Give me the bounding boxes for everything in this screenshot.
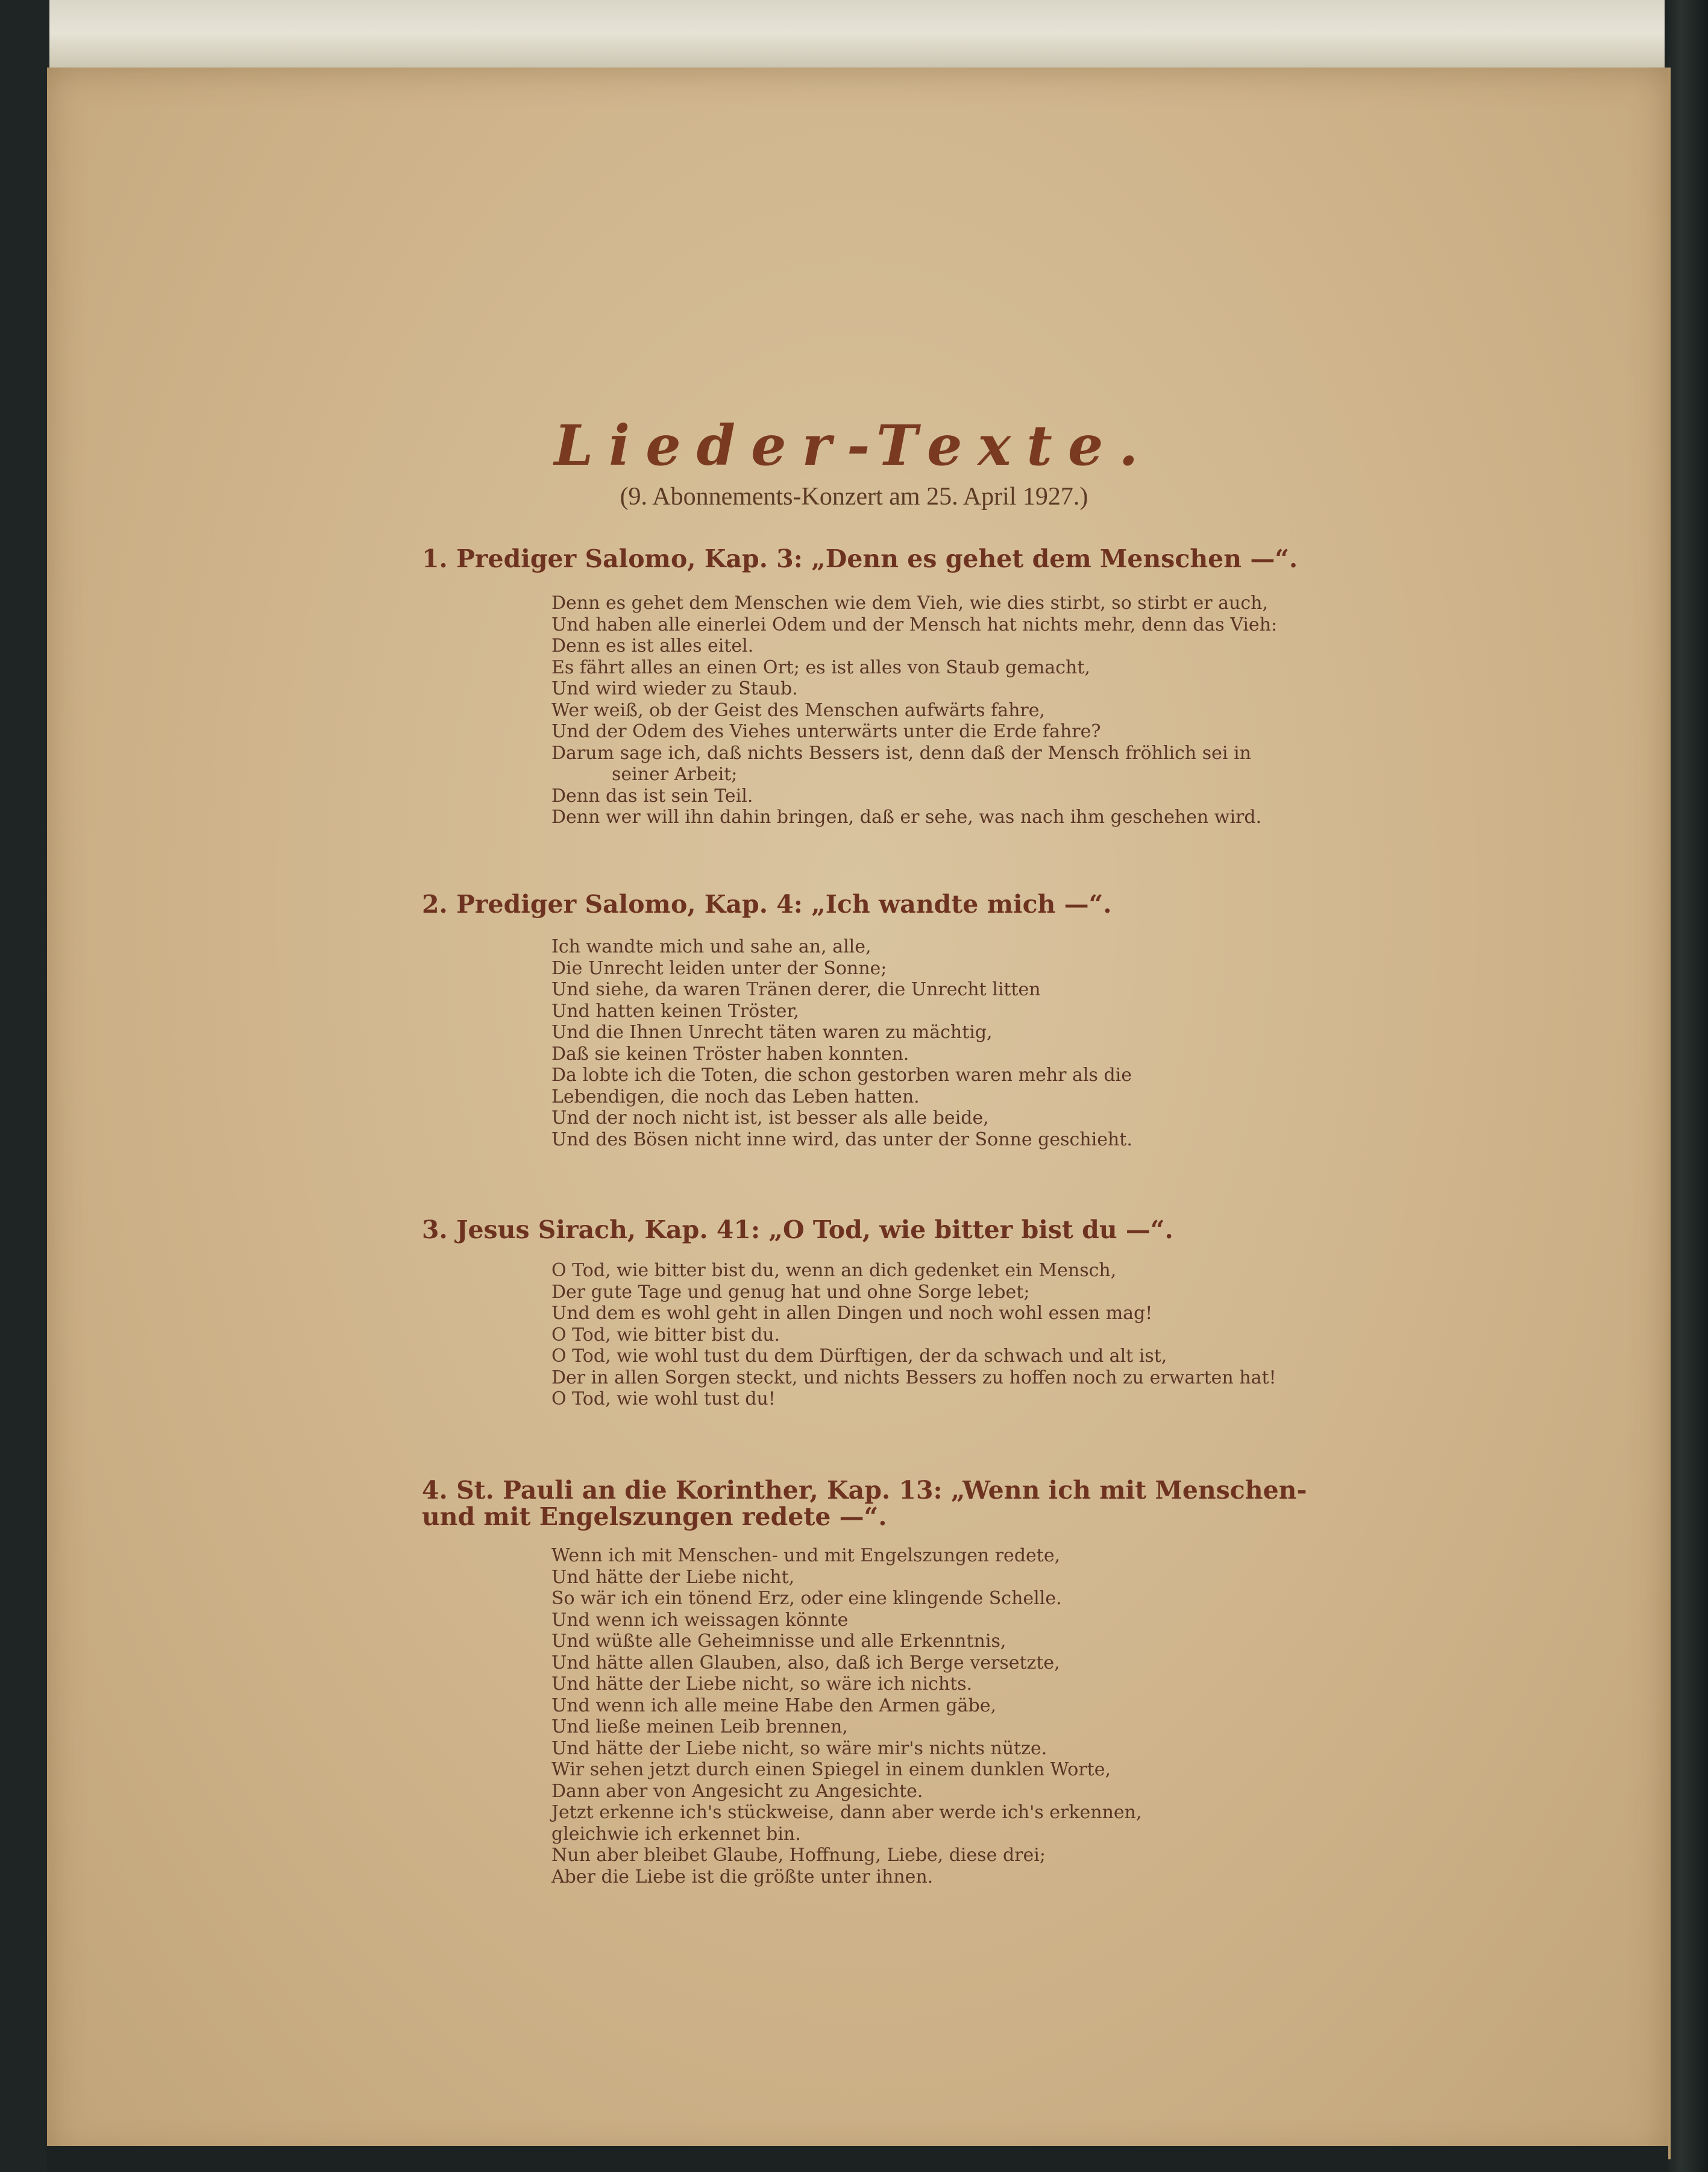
verse-line: Da lobte ich die Toten, die schon gestorben waren mehr als die (551, 1065, 1132, 1086)
section-verses-2 (551, 936, 1347, 1150)
verse-line: Ich wandte mich und sahe an, alle, (551, 936, 871, 957)
verse-line: O Tod, wie wohl tust du dem Dürftigen, der da schwach und alt ist, (551, 1346, 1167, 1367)
page-title: Lieder-Texte. (554, 413, 1154, 478)
verse-line: Lebendigen, die noch das Leben hatten. (551, 1086, 920, 1107)
verse-line: Und hätte der Liebe nicht, (551, 1566, 795, 1588)
section-verses-4 (551, 1545, 1347, 1887)
section-heading-1: 1. Prediger Salomo, Kap. 3: „Denn es gehet dem Menschen —“. (422, 544, 1298, 573)
verse-line: Und der noch nicht ist, ist besser als alle beide, (551, 1107, 989, 1128)
verse-line: Und wenn ich weissagen könnte (551, 1609, 849, 1631)
verse-line: So wär ich ein tönend Erz, oder eine klingende Schelle. (551, 1588, 1062, 1609)
binding-strip (49, 0, 1665, 73)
verse-line: Wir sehen jetzt durch einen Spiegel in einem dunklen Worte, (551, 1759, 1111, 1780)
verse-line: Und hätte der Liebe nicht, so wäre ich nichts. (551, 1673, 973, 1695)
verse-line: Und ließe meinen Leib brennen, (551, 1716, 848, 1737)
verse-line: Und siehe, da waren Tränen derer, die Unrecht litten (551, 979, 1041, 1000)
background-bottom (47, 2146, 1668, 2172)
verse-line: O Tod, wie bitter bist du, wenn an dich gedenket ein Mensch, (551, 1260, 1117, 1281)
verse-line: Dann aber von Angesicht zu Angesichte. (551, 1780, 923, 1802)
verse-line: Und haben alle einerlei Odem und der Mensch hat nichts mehr, denn das Vieh: (551, 614, 1278, 635)
verse-line: Wer weiß, ob der Geist des Menschen aufwärts fahre, (551, 699, 1046, 721)
verse-line: Der gute Tage und genug hat und ohne Sorge lebet; (551, 1281, 1030, 1303)
section-heading-2: 2. Prediger Salomo, Kap. 4: „Ich wandte mich —“. (422, 890, 1112, 919)
verse-line: Und dem es wohl geht in allen Dingen und noch wohl essen mag! (551, 1303, 1153, 1324)
verse-line: Und hätte der Liebe nicht, so wäre mir's nichts nütze. (551, 1737, 1047, 1759)
verse-line: Und hätte allen Glauben, also, daß ich Berge versetzte, (551, 1652, 1060, 1673)
verse-line: Darum sage ich, daß nichts Bessers ist, denn daß der Mensch fröhlich sei in (551, 742, 1251, 764)
verse-line: Der in allen Sorgen steckt, und nichts Bessers zu hoffen noch zu erwarten hat! (551, 1367, 1276, 1388)
verse-line: Denn es ist alles eitel. (551, 635, 754, 656)
verse-line: gleichwie ich erkennet bin. (551, 1823, 801, 1845)
section-heading-3: 3. Jesus Sirach, Kap. 41: „O Tod, wie bitter bist du —“. (422, 1215, 1173, 1244)
verse-line: Daß sie keinen Tröster haben konnten. (551, 1043, 909, 1065)
page-subtitle: (9. Abonnements-Konzert am 25. April 1927.) (620, 483, 1088, 511)
verse-line: Und des Bösen nicht inne wird, das unter der Sonne geschieht. (551, 1128, 1132, 1150)
verse-line: Nun aber bleibet Glaube, Hoffnung, Liebe, diese drei; (551, 1845, 1046, 1866)
section-verses-3 (551, 1260, 1347, 1410)
verse-line: Wenn ich mit Menschen- und mit Engelszungen redete, (551, 1545, 1061, 1566)
verse-line: seiner Arbeit; (612, 764, 738, 785)
section-heading-4: 4. St. Pauli an die Korinther, Kap. 13: „Wenn ich mit Menschen- und mit Engelszungen redete —“. (422, 1476, 1307, 1531)
verse-line: Aber die Liebe ist die größte unter ihnen. (551, 1866, 934, 1887)
verse-line: Denn wer will ihn dahin bringen, daß er sehe, was nach ihm geschehen wird. (551, 807, 1262, 828)
section-verses-1 (551, 593, 1347, 828)
verse-line: Denn es gehet dem Menschen wie dem Vieh, wie dies stirbt, so stirbt er auch, (551, 593, 1268, 614)
verse-line: Und wird wieder zu Staub. (551, 678, 798, 699)
verse-line: Und die Ihnen Unrecht täten waren zu mächtig, (551, 1022, 993, 1043)
verse-line: Und hatten keinen Tröster, (551, 1000, 799, 1022)
verse-line: O Tod, wie wohl tust du! (551, 1388, 776, 1409)
verse-line: Und wüßte alle Geheimnisse und alle Erkenntnis, (551, 1631, 1006, 1652)
verse-line: Und der Odem des Viehes unterwärts unter die Erde fahre? (551, 721, 1101, 742)
verse-line: Es fährt alles an einen Ort; es ist alles von Staub gemacht, (551, 656, 1090, 678)
verse-line: Die Unrecht leiden unter der Sonne; (551, 957, 887, 979)
verse-line: Und wenn ich alle meine Habe den Armen gäbe, (551, 1695, 996, 1716)
verse-line: Denn das ist sein Teil. (551, 785, 753, 807)
verse-line: Jetzt erkenne ich's stückweise, dann aber werde ich's erkennen, (551, 1802, 1142, 1823)
verse-line: O Tod, wie bitter bist du. (551, 1324, 780, 1346)
